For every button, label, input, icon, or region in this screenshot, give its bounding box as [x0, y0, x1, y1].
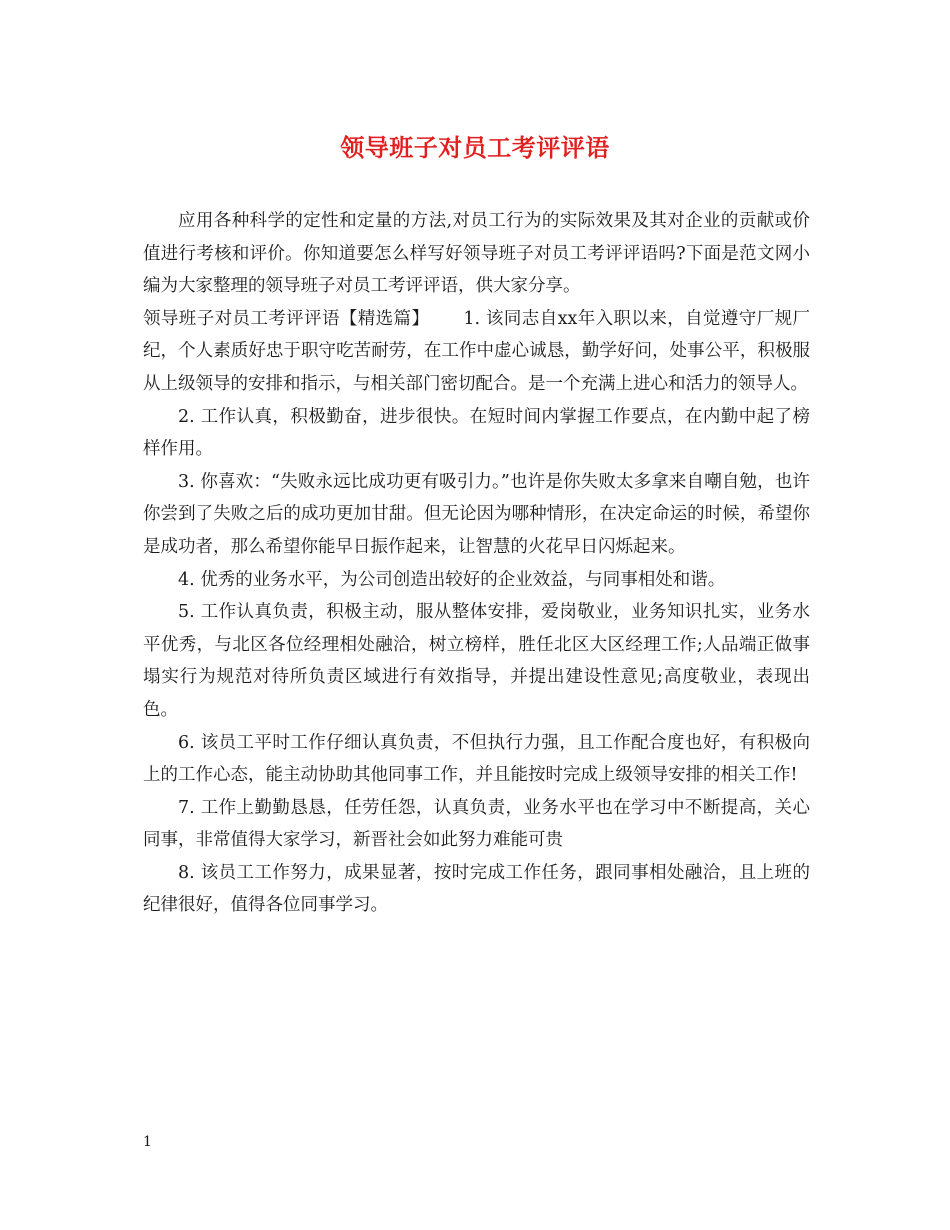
intro-paragraph: 应用各种科学的定性和定量的方法,对员工行为的实际效果及其对企业的贡献或价值进行考核和评价。你知道要怎么样写好领导班子对员工考评评语吗?下面是范文网小编为大家整理的领导班子对员工考评评语，供大家分享。: [143, 211, 810, 297]
page-number: 1: [143, 1134, 152, 1150]
item-8: 8. 该员工工作努力，成果显著，按时完成工作任务，跟同事相处融洽，且上班的纪律很好，值得各位同事学习。: [143, 862, 810, 916]
item-2: 2. 工作认真，积极勤奋，进步很快。在短时间内掌握工作要点，在内勤中起了榜样作用。: [143, 406, 810, 460]
item-7: 7. 工作上勤勤恳恳，任劳任怨，认真负责，业务水平也在学习中不断提高，关心同事，非常值得大家学习，新晋社会如此努力难能可贵: [143, 797, 810, 851]
document-title: 领导班子对员工考评评语: [340, 133, 610, 162]
item-3: 3. 你喜欢：“失败永远比成功更有吸引力。”也许是你失败太多拿来自嘲自勉，也许你尝到了失败之后的成功更加甘甜。但无论因为哪种情形，在决定命运的时候，希望你是成功者，那么希望你能早日振作起来，让智慧的火花早日闪烁起来。: [143, 471, 810, 557]
section-paragraph: [143, 303, 810, 401]
item-4: 4. 优秀的业务水平，为公司创造出较好的企业效益，与同事相处和谐。: [178, 569, 726, 590]
item-6: 6. 该员工平时工作仔细认真负责，不但执行力强，且工作配合度也好，有积极向上的工作心态，能主动协助其他同事工作，并且能按时完成上级领导安排的相关工作!: [143, 732, 810, 786]
item-5: 5. 工作认真负责，积极主动，服从整体安排，爱岗敬业，业务知识扎实，业务水平优秀，与北区各位经理相处融洽，树立榜样，胜任北区大区经理工作;人品端正做事塌实行为规范对待所负责区域进行有效指导，并提出建设性意见;高度敬业，表现出色。: [143, 602, 810, 720]
document-body: [143, 205, 810, 922]
section-heading: 领导班子对员工考评评语【精选篇】: [143, 308, 430, 329]
item-1: 1. 该同志自xx年入职以来，自觉遵守厂规厂纪，个人素质好忠于职守吃苦耐劳，在工作中虚心诚恳，勤学好问，处事公平，积极服从上级领导的安排和指示，与相关部门密切配合。是一个充满上进心和活力的领导人。: [143, 308, 811, 394]
